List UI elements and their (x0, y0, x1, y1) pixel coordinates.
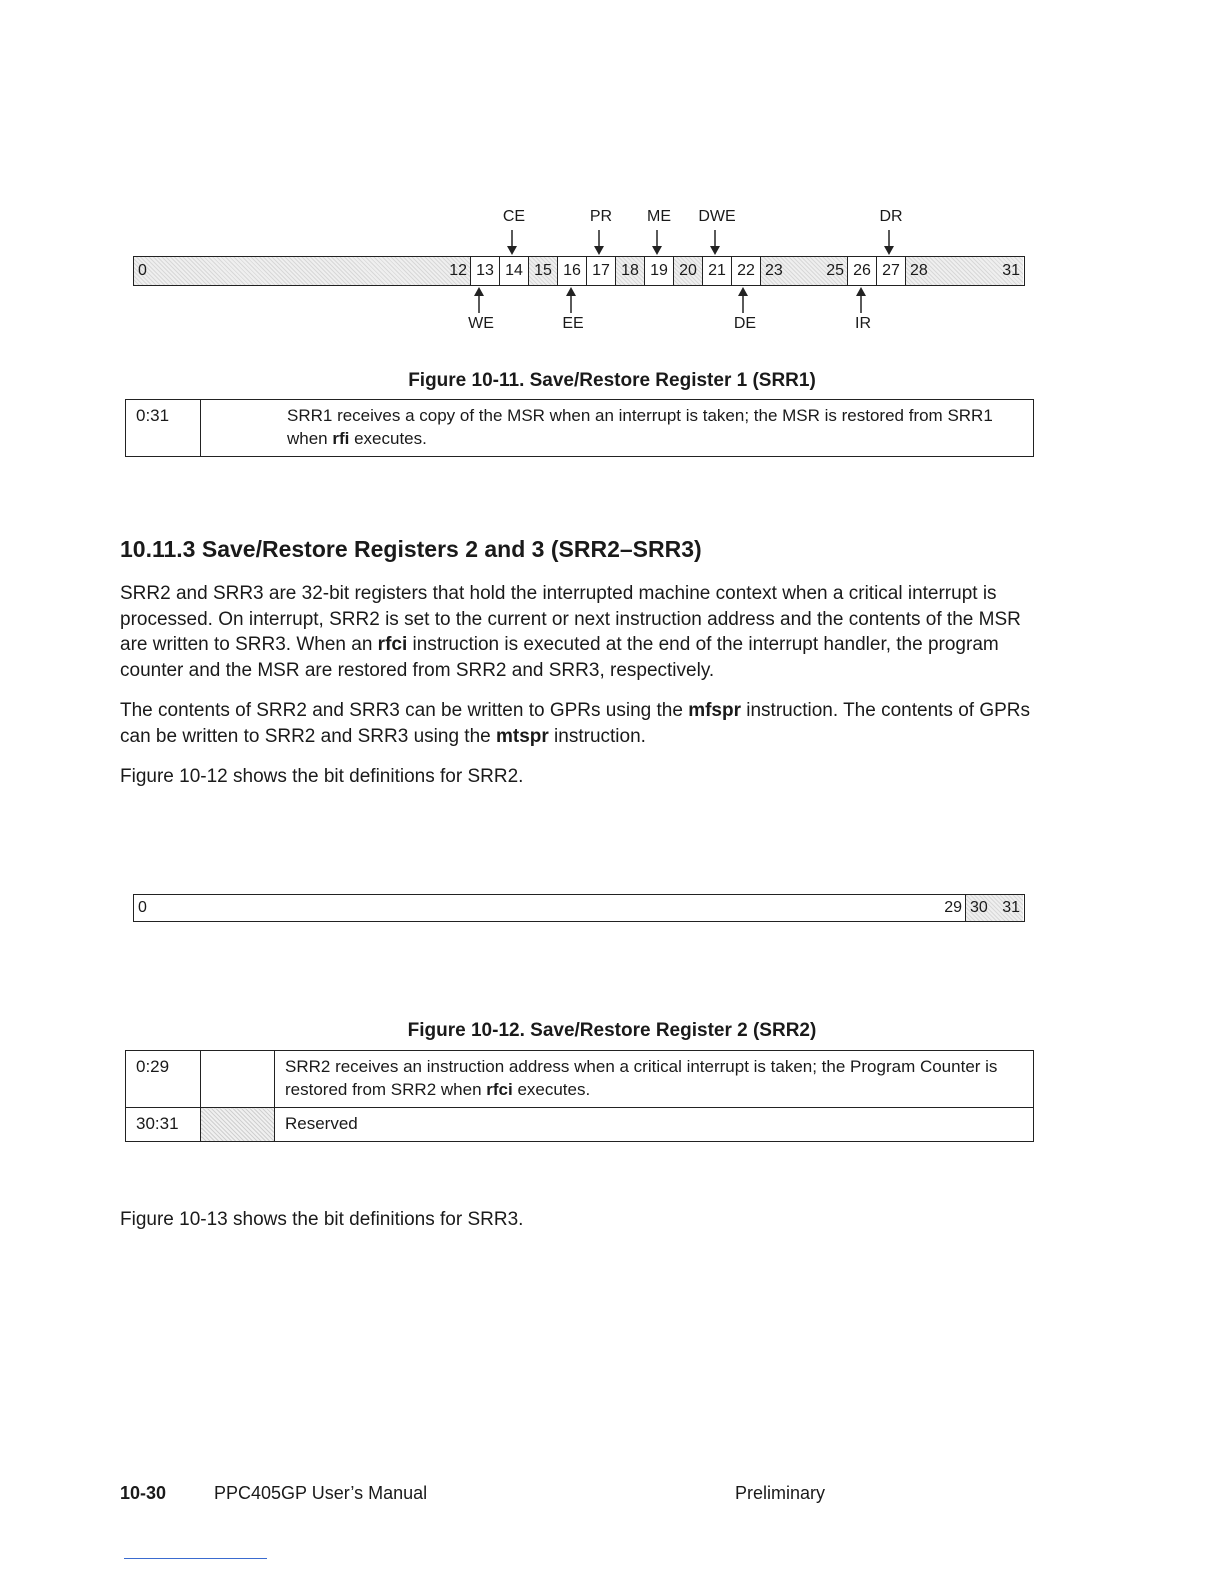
bit-17: 17 (586, 257, 615, 285)
srr1-register-bar (133, 256, 1025, 286)
status-label: Preliminary (735, 1483, 826, 1503)
bit-18: 18 (615, 257, 644, 285)
field-label-me: ME (647, 208, 671, 225)
srr1-definition-table (125, 399, 1034, 457)
reserved-field-cell (201, 1108, 275, 1142)
srr2-register-bar (133, 894, 1025, 922)
description-cell: SRR2 receives an instruction address when a critical interrupt is taken; the Program Counter is restored from SRR2 when rfci executes. (275, 1051, 1034, 1108)
bit-16: 16 (557, 257, 586, 285)
description-cell: Reserved (275, 1108, 1034, 1142)
bit-field-0-29: 0 29 (138, 899, 962, 916)
field-label-pr: PR (589, 208, 613, 225)
bit-22: 22 (731, 257, 760, 285)
table-row (126, 400, 1034, 457)
field-label-dr: DR (879, 208, 903, 225)
field-label-we: WE (468, 315, 494, 332)
bit-field-30-31: 30 31 (965, 895, 1023, 921)
bit-field-23-25: 23 25 (760, 257, 847, 285)
field-label-dwe: DWE (698, 208, 736, 225)
bit-14: 14 (499, 257, 528, 285)
bit-20: 20 (673, 257, 702, 285)
bit-15: 15 (528, 257, 557, 285)
paragraph-2: The contents of SRR2 and SRR3 can be written to GPRs using the mfspr instruction. The contents of GPRs can be written to SRR2 and SRR3 using the mtspr instruction. (120, 700, 1030, 747)
table-row (126, 1108, 1034, 1142)
field-label-ir: IR (855, 315, 871, 332)
field-label-de: DE (733, 315, 757, 332)
bit-range-cell: 0:31 (126, 400, 201, 457)
bit-range-cell: 30:31 (126, 1108, 201, 1142)
manual-title: PPC405GP User’s Manual (214, 1483, 428, 1503)
field-label-ce: CE (502, 208, 526, 225)
bit-26: 26 (847, 257, 876, 285)
table-row (126, 1051, 1034, 1108)
bit-27: 27 (876, 257, 905, 285)
field-label-ee: EE (562, 315, 584, 332)
paragraph-4: Figure 10-13 shows the bit definitions for SRR3. (120, 1209, 524, 1230)
field-name-cell (201, 1051, 275, 1108)
description-cell: SRR1 receives a copy of the MSR when an interrupt is taken; the MSR is restored from SRR1 when rfi executes. (201, 400, 1034, 457)
bit-field-0-12: 0 12 (134, 257, 470, 285)
paragraph-3: Figure 10-12 shows the bit definitions for SRR2. (120, 766, 524, 787)
bit-13: 13 (470, 257, 499, 285)
paragraph-1: SRR2 and SRR3 are 32-bit registers that hold the interrupted machine context when a critical interrupt is processed. On interrupt, SRR2 is set to the current or next instruction address and the contents of the MSR are written to SRR3. When an rfci instruction is executed at the end of the interrupt handler, the program counter and the MSR are restored from SRR2 and SRR3, respectively. (120, 583, 1021, 681)
srr2-definition-table (125, 1050, 1034, 1142)
bit-field-28-31: 28 31 (905, 257, 1023, 285)
figure-10-12-caption: Figure 10-12. Save/Restore Register 2 (SRR2) (407, 1020, 817, 1041)
bit-range-cell: 0:29 (126, 1051, 201, 1108)
figure-10-11-caption: Figure 10-11. Save/Restore Register 1 (SRR1) (408, 370, 816, 391)
page-number: 10-30 (120, 1483, 167, 1503)
bit-21: 21 (702, 257, 731, 285)
divider (124, 1558, 267, 1559)
section-heading: 10.11.3 Save/Restore Registers 2 and 3 (SRR2–SRR3) (120, 536, 702, 562)
bit-19: 19 (644, 257, 673, 285)
